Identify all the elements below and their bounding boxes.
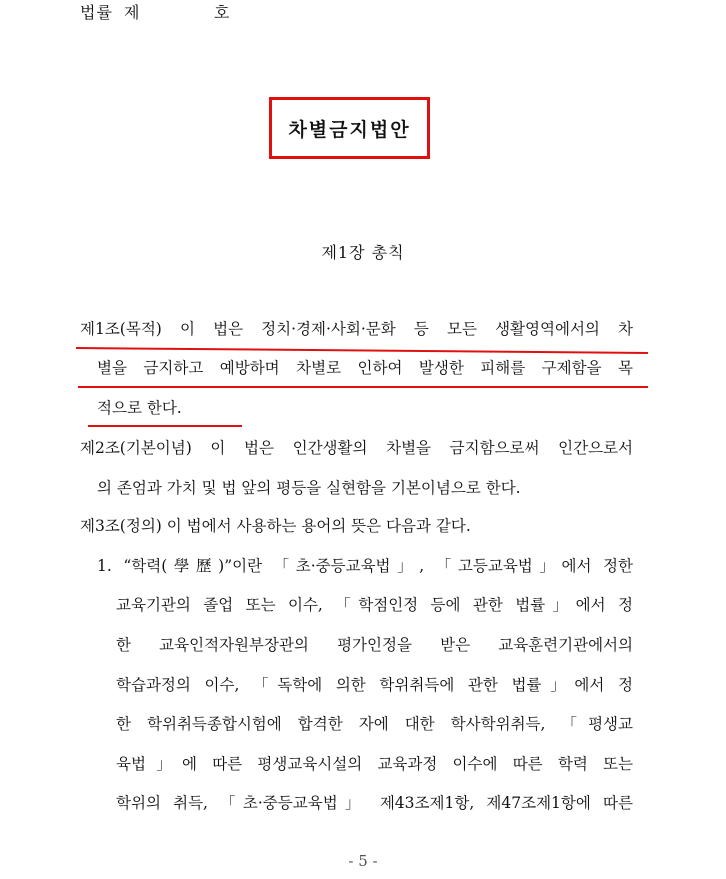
title-highlight-box bbox=[269, 97, 430, 159]
item-1-line-3: 한 교육인적자원부장관의 평가인정을 받은 교육훈련기관에서의 bbox=[116, 636, 633, 654]
article-1-line-3: 적으로 한다. bbox=[97, 399, 182, 417]
law-number-header bbox=[80, 0, 230, 23]
item-1-line-5: 한 학위취득종합시험에 합격한 자에 대한 학사학위취득, 「평생교 bbox=[116, 715, 633, 733]
article-2-line-1: 제2조(기본이념) 이 법은 인간생활의 차별을 금지함으로써 인간으로서 bbox=[80, 439, 633, 457]
header-law-label: 법률 bbox=[80, 3, 113, 22]
highlight-underline-3 bbox=[88, 425, 242, 427]
header-ho-label: 호 bbox=[214, 3, 231, 22]
article-2-line-2: 의 존엄과 가치 및 법 앞의 평등을 실현함을 기본이념으로 한다. bbox=[97, 479, 521, 497]
item-1-line-1: 1. “학력(學歷)”이란 「초·중등교육법」, 「고등교육법」에서 정한 bbox=[97, 557, 633, 575]
highlight-underline-1 bbox=[76, 347, 648, 354]
document-title: 차별금지법안 bbox=[288, 118, 411, 141]
header-je-label: 제 bbox=[124, 3, 141, 22]
chapter-heading: 제1장 총칙 bbox=[321, 243, 405, 262]
article-1-line-1: 제1조(목적) 이 법은 정치·경제·사회·문화 등 모든 생활영역에서의 차 bbox=[80, 320, 633, 338]
item-1-line-7: 학위의 취득, 「초·중등교육법」 제43조제1항, 제47조제1항에 따른 bbox=[116, 794, 633, 812]
article-1-line-2: 별을 금지하고 예방하며 차별로 인하여 발생한 피해를 구제함을 목 bbox=[97, 359, 633, 377]
item-1-line-2: 교육기관의 졸업 또는 이수, 「학점인정 등에 관한 법률」에서 정 bbox=[116, 596, 633, 614]
item-1-line-6: 육법」에 따른 평생교육시설의 교육과정 이수에 따른 학력 또는 bbox=[116, 755, 633, 773]
highlight-underline-2 bbox=[78, 386, 648, 388]
item-1-line-4: 학습과정의 이수, 「독학에 의한 학위취득에 관한 법률」에서 정 bbox=[116, 676, 633, 694]
article-3-line-1: 제3조(정의) 이 법에서 사용하는 용어의 뜻은 다음과 같다. bbox=[80, 517, 471, 535]
page-number: - 5 - bbox=[348, 852, 378, 870]
